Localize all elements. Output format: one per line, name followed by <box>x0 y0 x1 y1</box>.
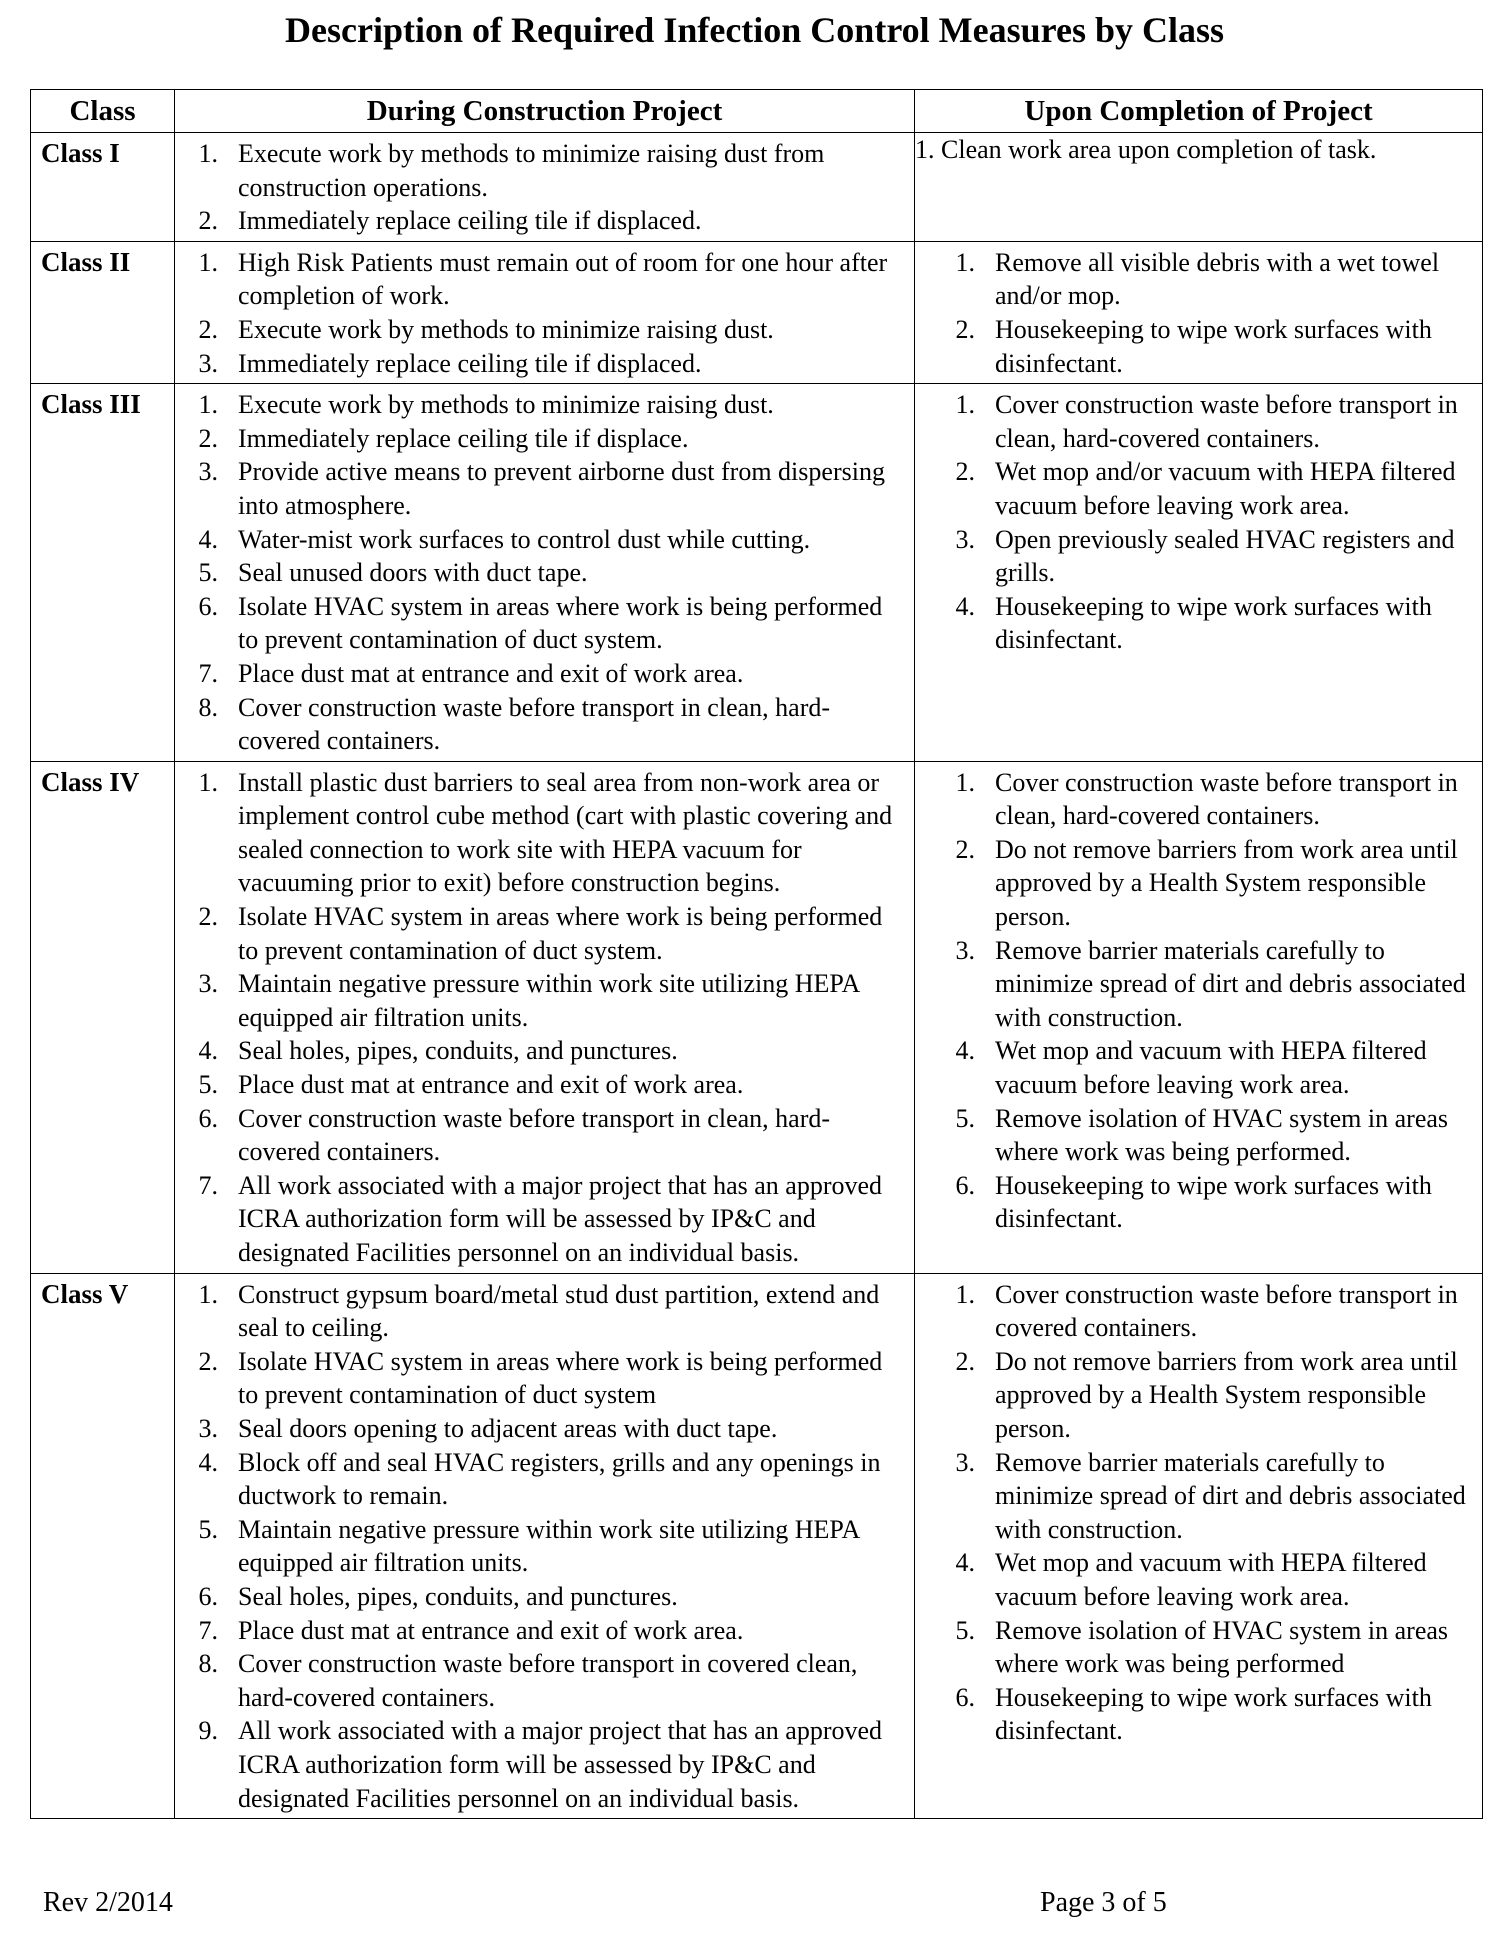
item-number: 3. <box>198 348 218 378</box>
item-number: 8. <box>198 1649 218 1679</box>
list-item <box>175 1446 906 1513</box>
item-number: 2. <box>198 314 218 344</box>
class-cell: Class II <box>31 241 175 383</box>
list-item <box>175 657 906 691</box>
during-list <box>175 1274 914 1819</box>
item-number: 1. <box>955 767 975 797</box>
item-number: 5. <box>198 1514 218 1544</box>
item-text: Seal unused doors with duct tape. <box>238 558 588 588</box>
item-text: Cover construction waste before transport in covered clean, hard-covered containers. <box>238 1649 858 1712</box>
item-number: 4. <box>955 591 975 621</box>
item-text: Place dust mat at entrance and exit of work area. <box>238 1070 744 1100</box>
class-cell: Class V <box>31 1273 175 1819</box>
page-title: Description of Required Infection Control Measures by Class <box>285 10 1224 50</box>
item-text: Cover construction waste before transport in clean, hard-covered containers. <box>238 692 831 756</box>
item-number: 2. <box>955 834 975 864</box>
item-number: 6. <box>955 1170 975 1200</box>
item-text: Remove all visible debris with a wet towel and/or mop. <box>995 247 1440 311</box>
list-item <box>915 590 1474 657</box>
item-text: All work associated with a major project that has an approved ICRA authorization form will be assessed by IP&C and designated Facilities personnel on an individual basis. <box>238 1716 883 1813</box>
during-cell <box>175 384 915 762</box>
item-text: Maintain negative pressure within work site utilizing HEPA equipped air filtration units. <box>238 1514 859 1578</box>
upon-list <box>915 384 1482 660</box>
upon-cell: 1. Clean work area upon completion of task. <box>915 133 1483 242</box>
list-item <box>175 246 906 313</box>
list-item <box>915 833 1474 934</box>
list-item <box>175 1513 906 1580</box>
list-item <box>175 422 906 456</box>
list-item <box>915 1034 1474 1101</box>
during-list <box>175 762 914 1273</box>
table-row <box>31 241 1483 383</box>
list-item <box>915 1169 1474 1236</box>
header-row <box>31 90 1483 133</box>
item-number: 2. <box>955 457 975 487</box>
during-list <box>175 133 914 241</box>
item-text: Cover construction waste before transport in covered containers. <box>995 1279 1458 1343</box>
list-item <box>175 691 906 758</box>
list-item <box>915 523 1474 590</box>
item-text: All work associated with a major project that has an approved ICRA authorization form will be assessed by IP&C and designated Facilities personnel on an individual basis. <box>238 1170 883 1267</box>
item-text: Remove isolation of HVAC system in areas where work was being performed <box>995 1615 1449 1679</box>
list-item <box>175 1580 906 1614</box>
item-number: 4. <box>198 1036 218 1066</box>
item-number: 1. <box>198 247 218 277</box>
item-text: Housekeeping to wipe work surfaces with disinfectant. <box>995 1170 1432 1234</box>
item-number: 1. <box>198 139 218 168</box>
upon-cell <box>915 761 1483 1273</box>
item-text: Isolate HVAC system in areas where work is being performed to prevent contamination of duct system. <box>238 591 883 655</box>
item-number: 9. <box>198 1716 218 1746</box>
item-text: High Risk Patients must remain out of room for one hour after completion of work. <box>238 247 888 311</box>
list-item <box>175 900 906 967</box>
list-item <box>175 556 906 590</box>
item-number: 5. <box>198 1070 218 1100</box>
list-item <box>175 523 906 557</box>
item-number: 2. <box>198 1346 218 1376</box>
list-item <box>175 455 906 522</box>
header-upon: Upon Completion of Project <box>915 90 1483 133</box>
item-number: 7. <box>198 1170 218 1200</box>
list-item <box>175 1614 906 1648</box>
list-item <box>915 766 1474 833</box>
item-text: Cover construction waste before transport in clean, hard-covered containers. <box>995 390 1458 453</box>
list-item <box>915 313 1474 380</box>
list-item <box>175 1714 906 1815</box>
item-text: Wet mop and vacuum with HEPA filtered vacuum before leaving work area. <box>995 1036 1427 1100</box>
header-during: During Construction Project <box>175 90 915 133</box>
item-text: Provide active means to prevent airborne dust from dispersing into atmosphere. <box>238 457 885 520</box>
item-number: 3. <box>198 1413 218 1443</box>
list-item <box>175 590 906 657</box>
item-text: Remove isolation of HVAC system in areas where work was being performed. <box>995 1103 1449 1167</box>
item-text: Maintain negative pressure within work site utilizing HEPA equipped air filtration units. <box>238 969 859 1032</box>
item-text: Housekeeping to wipe work surfaces with disinfectant. <box>995 1682 1432 1746</box>
class-cell: Class I <box>31 133 175 242</box>
item-number: 4. <box>955 1548 975 1578</box>
item-number: 4. <box>955 1036 975 1066</box>
item-number: 3. <box>955 524 975 554</box>
class-cell: Class III <box>31 384 175 762</box>
item-text: Immediately replace ceiling tile if displace. <box>238 423 689 453</box>
item-text: Remove barrier materials carefully to minimize spread of dirt and debris associated with construction. <box>995 1447 1466 1544</box>
list-item <box>915 1345 1474 1446</box>
list-item <box>175 1068 906 1102</box>
item-text: Construct gypsum board/metal stud dust partition, extend and seal to ceiling. <box>238 1279 880 1343</box>
list-item <box>175 1169 906 1270</box>
item-text: Wet mop and vacuum with HEPA filtered vacuum before leaving work area. <box>995 1548 1427 1611</box>
item-text: Housekeeping to wipe work surfaces with disinfectant. <box>995 591 1432 655</box>
table-row <box>31 384 1483 762</box>
during-list <box>175 384 914 761</box>
item-number: 2. <box>955 1346 975 1376</box>
list-item <box>175 1647 906 1714</box>
item-text: Seal holes, pipes, conduits, and punctures. <box>238 1581 678 1611</box>
item-number: 3. <box>955 1447 975 1477</box>
item-number: 5. <box>955 1103 975 1133</box>
page-number: Page 3 of 5 <box>1040 1887 1167 1918</box>
item-text: Seal doors opening to adjacent areas with duct tape. <box>238 1413 778 1443</box>
during-cell <box>175 133 915 242</box>
item-text: Execute work by methods to minimize raising dust from construction operations. <box>238 139 825 202</box>
item-number: 6. <box>955 1682 975 1712</box>
item-number: 1. <box>955 247 975 277</box>
list-item <box>175 347 906 381</box>
list-item <box>915 934 1474 1035</box>
item-number: 3. <box>198 969 218 999</box>
list-item <box>175 766 906 900</box>
list-item <box>175 137 906 204</box>
table-row <box>31 761 1483 1273</box>
list-item <box>175 204 906 238</box>
item-text: Do not remove barriers from work area until approved by a Health System responsible person. <box>995 834 1458 932</box>
item-number: 7. <box>198 1615 218 1645</box>
item-number: 6. <box>198 1103 218 1133</box>
during-list <box>175 242 914 383</box>
item-number: 1. <box>198 1279 218 1309</box>
item-text: Execute work by methods to minimize raising dust. <box>238 390 774 420</box>
item-text: Isolate HVAC system in areas where work is being performed to prevent contamination of duct system. <box>238 902 883 965</box>
item-number: 2. <box>198 902 218 932</box>
item-text: Immediately replace ceiling tile if displaced. <box>238 206 702 236</box>
list-item <box>915 1546 1474 1613</box>
item-number: 1. <box>955 390 975 420</box>
infection-control-table <box>30 89 1483 1819</box>
item-text: Execute work by methods to minimize raising dust. <box>238 314 774 344</box>
item-text: Remove barrier materials carefully to minimize spread of dirt and debris associated with construction. <box>995 935 1466 1032</box>
list-item <box>915 455 1474 522</box>
item-number: 3. <box>198 457 218 487</box>
item-number: 1. <box>198 767 218 797</box>
list-item <box>175 1034 906 1068</box>
upon-list <box>915 242 1482 383</box>
item-number: 6. <box>198 1581 218 1611</box>
item-number: 4. <box>198 524 218 554</box>
item-text: Do not remove barriers from work area until approved by a Health System responsible person. <box>995 1346 1458 1443</box>
list-item <box>915 1614 1474 1681</box>
list-item <box>915 1681 1474 1748</box>
during-cell <box>175 761 915 1273</box>
item-text: Seal holes, pipes, conduits, and punctures. <box>238 1036 678 1066</box>
upon-cell <box>915 241 1483 383</box>
list-item <box>175 388 906 422</box>
header-class: Class <box>31 90 175 133</box>
item-number: 5. <box>955 1615 975 1645</box>
list-item <box>175 1102 906 1169</box>
list-item <box>175 967 906 1034</box>
upon-list <box>915 762 1482 1239</box>
item-number: 2. <box>955 314 975 344</box>
item-number: 2. <box>198 206 218 236</box>
item-text: Wet mop and/or vacuum with HEPA filtered vacuum before leaving work area. <box>995 457 1456 520</box>
item-text: Immediately replace ceiling tile if displaced. <box>238 348 702 378</box>
item-text: Block off and seal HVAC registers, grills and any openings in ductwork to remain. <box>238 1447 881 1511</box>
item-text: Isolate HVAC system in areas where work is being performed to prevent contamination of duct system <box>238 1346 883 1410</box>
table-row <box>31 1273 1483 1819</box>
during-cell <box>175 1273 915 1819</box>
item-number: 4. <box>198 1447 218 1477</box>
item-text: Place dust mat at entrance and exit of work area. <box>238 658 744 688</box>
list-item <box>915 1102 1474 1169</box>
item-number: 1. <box>955 1279 975 1309</box>
during-cell <box>175 241 915 383</box>
revision-label: Rev 2/2014 <box>43 1887 173 1918</box>
item-number: 3. <box>955 935 975 965</box>
list-item <box>915 1278 1474 1345</box>
list-item <box>175 1412 906 1446</box>
table-row <box>31 133 1483 242</box>
item-number: 2. <box>198 423 218 453</box>
upon-cell <box>915 384 1483 762</box>
list-item <box>915 246 1474 313</box>
item-number: 6. <box>198 591 218 621</box>
item-text: Place dust mat at entrance and exit of work area. <box>238 1615 744 1645</box>
item-text: Install plastic dust barriers to seal area from non-work area or implement control cube method (cart with plastic covering and sealed connection to work site with HEPA vacuum for vacuuming prior to exit) before construction begins. <box>238 767 893 898</box>
list-item <box>915 388 1474 455</box>
item-number: 1. <box>198 390 218 420</box>
class-cell: Class IV <box>31 761 175 1273</box>
item-number: 8. <box>198 692 218 722</box>
item-text: Water-mist work surfaces to control dust while cutting. <box>238 524 811 554</box>
item-number: 5. <box>198 558 218 588</box>
item-number: 7. <box>198 658 218 688</box>
item-text: Cover construction waste before transport in clean, hard-covered containers. <box>995 767 1458 831</box>
list-item <box>175 313 906 347</box>
item-text: Open previously sealed HVAC registers and grills. <box>995 524 1455 588</box>
item-text: Cover construction waste before transport in clean, hard-covered containers. <box>238 1103 831 1167</box>
list-item <box>175 1345 906 1412</box>
upon-cell <box>915 1273 1483 1819</box>
upon-list <box>915 1274 1482 1751</box>
list-item <box>175 1278 906 1345</box>
item-text: Housekeeping to wipe work surfaces with disinfectant. <box>995 314 1432 378</box>
list-item <box>915 1446 1474 1547</box>
